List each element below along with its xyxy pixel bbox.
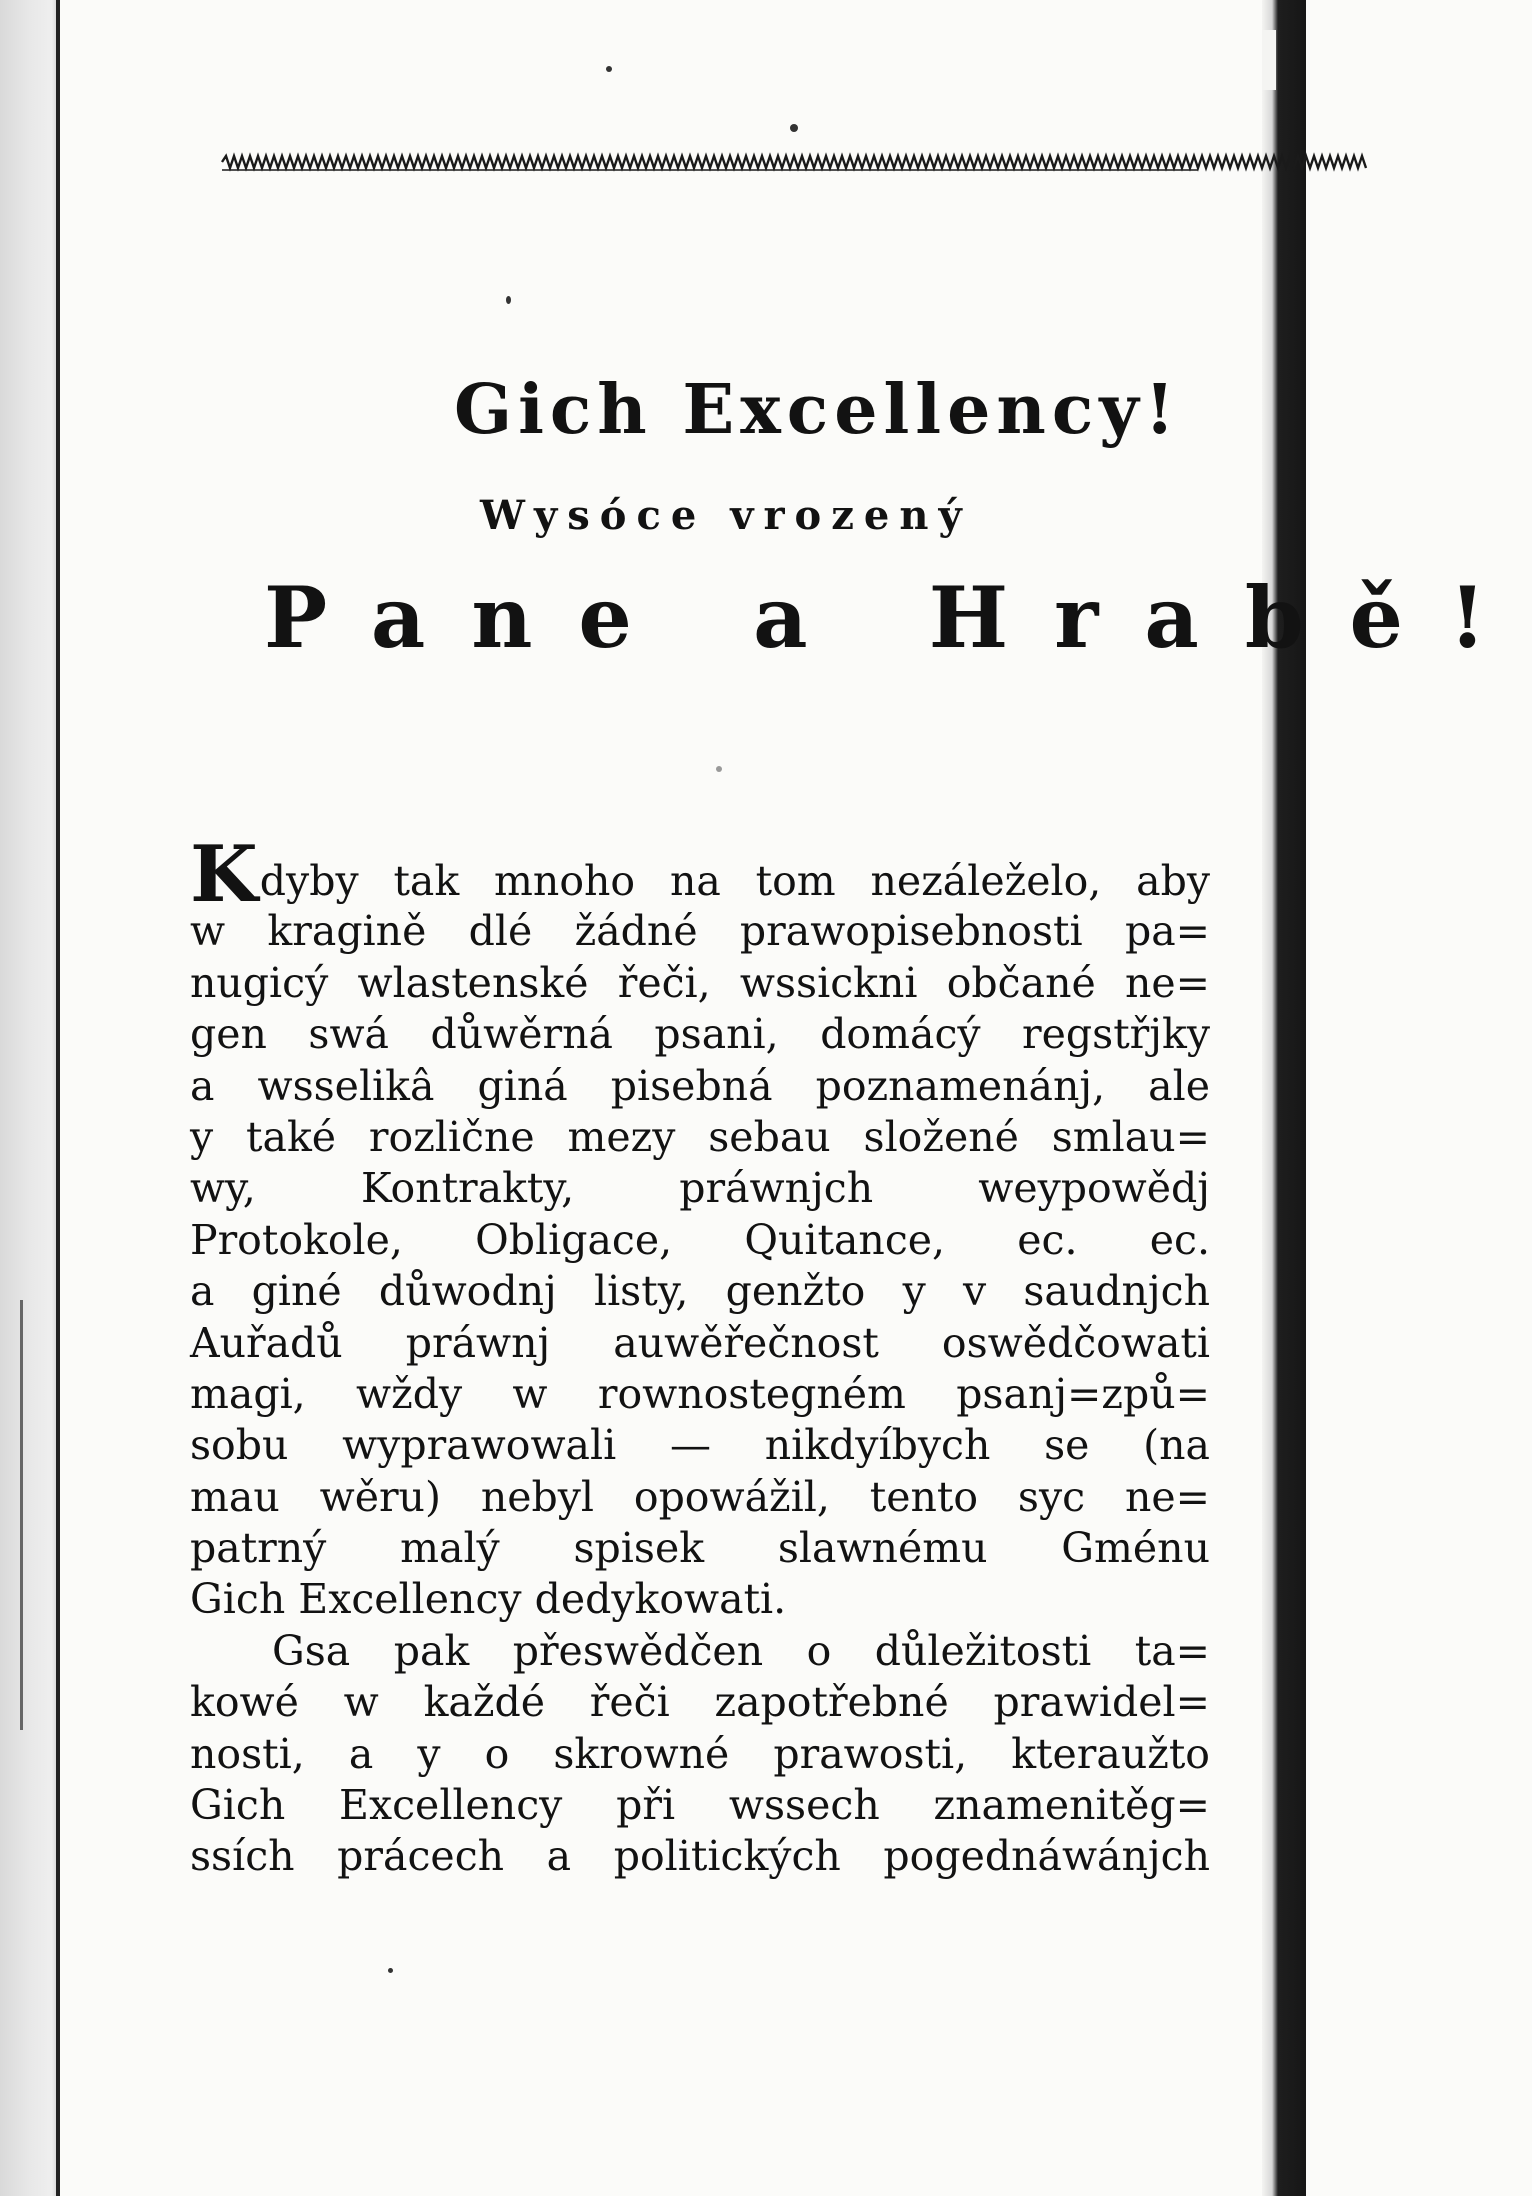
drop-cap: K	[190, 829, 258, 920]
body-line: gen swá důwěrná psani, domácý regstřjky	[190, 1010, 1210, 1059]
ink-speck	[388, 1968, 393, 1973]
ink-speck	[716, 766, 722, 772]
body-line: Kdyby tak mnoho na tom nezáleželo, aby	[190, 829, 1210, 920]
body-line: ssích prácech a politických pogednáwánjch	[190, 1832, 1210, 1881]
honorific: Wysóce vrozený	[480, 492, 972, 539]
body-line: magi, wždy w rownostegném psanj=způ=	[190, 1369, 1210, 1418]
body-line: wy, Kontrakty, práwnjch weypowědj	[190, 1164, 1210, 1213]
body-line: nosti, a y o skrowné prawosti, kteraužto	[190, 1729, 1210, 1778]
body-line: mau wěru) nebyl opowážil, tento syc ne=	[190, 1472, 1210, 1521]
ink-speck	[790, 124, 798, 132]
body-line: nugicý wlastenské řeči, wssickni občané ne=	[190, 958, 1210, 1007]
address: Pane a Hrabě!	[264, 568, 1532, 667]
body-line: w kragině dlé žádné prawopisebnosti pa=	[190, 907, 1210, 956]
ornament-rule	[222, 150, 1198, 174]
ink-speck	[506, 296, 511, 304]
body-line: sobu wyprawowali — nikdyíbych se (na	[190, 1421, 1210, 1470]
scan-notch	[1262, 30, 1276, 90]
body-line: kowé w každé řeči zapotřebné prawidel=	[190, 1678, 1210, 1727]
scan-margin-left	[0, 0, 58, 2196]
body-line: Protokole, Obligace, Quitance, ec. ec.	[190, 1215, 1210, 1264]
page-edge-line	[56, 0, 60, 2196]
scan-margin-right	[1262, 0, 1306, 2196]
body-line: Gich Excellency při wssech znamenitěg=	[190, 1781, 1210, 1830]
body-line: a wsselikâ giná pisebná poznamenánj, ale	[190, 1061, 1210, 1110]
body-line: Gich Excellency dedykowati.	[190, 1575, 787, 1624]
body-line: patrný malý spisek slawnému Gménu	[190, 1524, 1210, 1573]
ink-speck	[606, 66, 612, 72]
body-line: y také rozlične mezy sebau složené smlau=	[190, 1112, 1210, 1161]
body-line: a giné důwodnj listy, genžto y v saudnjch	[190, 1267, 1210, 1316]
dedication-body	[190, 829, 1210, 1883]
salutation: Gich Excellency!	[454, 370, 1181, 450]
body-line: Gsa pak přeswědčen o důležitosti ta=	[272, 1626, 1210, 1675]
page-edge-mark	[20, 1300, 23, 1730]
body-line: Auřadů práwnj auwěřečnost oswědčowati	[190, 1318, 1210, 1367]
